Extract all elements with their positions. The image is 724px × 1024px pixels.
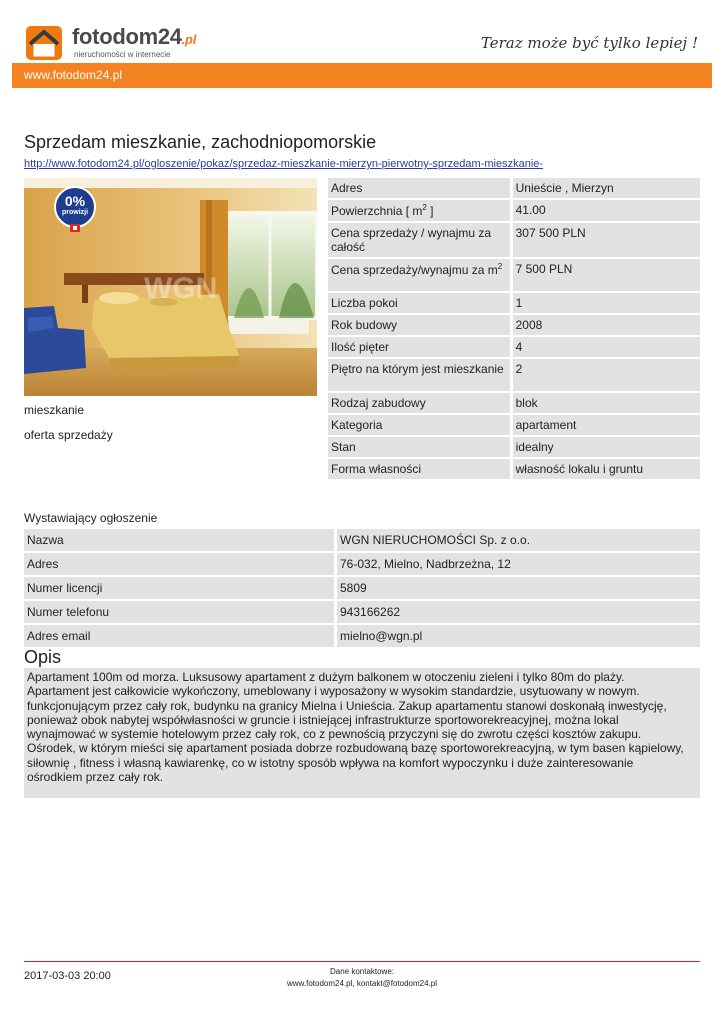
logo[interactable] bbox=[72, 24, 196, 50]
table-row bbox=[328, 393, 700, 413]
property-details-table bbox=[328, 176, 700, 481]
seller-value: WGN NIERUCHOMOŚCI Sp. z o.o. bbox=[337, 529, 700, 551]
table-row bbox=[328, 223, 700, 257]
table-row bbox=[328, 178, 700, 198]
property-label: Cena sprzedaży / wynajmu za całość bbox=[328, 223, 513, 257]
property-value: Unieście , Mierzyn bbox=[513, 178, 700, 198]
footer-contact bbox=[200, 966, 524, 990]
property-value: 4 bbox=[513, 337, 700, 357]
table-row bbox=[24, 577, 700, 599]
property-label bbox=[328, 259, 513, 291]
contact-label: Dane kontaktowe: bbox=[329, 967, 395, 976]
slogan: Teraz może być tylko lepiej ! bbox=[480, 34, 698, 52]
table-row bbox=[24, 601, 700, 623]
table-row bbox=[328, 359, 700, 391]
property-label: Rodzaj zabudowy bbox=[328, 393, 513, 413]
badge-text: prowizji bbox=[61, 209, 89, 216]
table-row bbox=[24, 625, 700, 647]
logo-subtitle: nieruchomości w internecie bbox=[74, 50, 171, 59]
seller-label: Adres bbox=[24, 553, 337, 575]
property-label bbox=[328, 200, 513, 221]
table-row bbox=[24, 529, 700, 551]
offer-type: oferta sprzedaży bbox=[24, 428, 113, 442]
table-row bbox=[328, 337, 700, 357]
property-value: blok bbox=[513, 393, 700, 413]
footer-date: 2017-03-03 20:00 bbox=[24, 970, 111, 982]
property-label: Liczba pokoi bbox=[328, 293, 513, 313]
seller-value: 76-032, Mielno, Nadbrzeżna, 12 bbox=[337, 553, 700, 575]
logo-tld: .pl bbox=[181, 32, 197, 47]
seller-label: Numer telefonu bbox=[24, 601, 337, 623]
label-text: Cena sprzedaży/wynajmu za m bbox=[331, 263, 498, 277]
property-label: Ilość pięter bbox=[328, 337, 513, 357]
table-row bbox=[328, 415, 700, 435]
seller-phone[interactable]: 943166262 bbox=[337, 601, 700, 623]
property-value: 2008 bbox=[513, 315, 700, 335]
description-title: Opis bbox=[24, 647, 62, 667]
site-link[interactable]: www.fotodom24.pl bbox=[24, 68, 123, 82]
seller-label: Numer licencji bbox=[24, 577, 337, 599]
property-label: Piętro na którym jest mieszkanie bbox=[328, 359, 513, 391]
badge-percent: 0% bbox=[64, 193, 86, 209]
property-label: Forma własności bbox=[328, 459, 513, 479]
property-type: mieszkanie bbox=[24, 403, 85, 417]
logo-main: fotodom24 bbox=[72, 24, 182, 49]
property-label: Stan bbox=[328, 437, 513, 457]
listing-photo[interactable] bbox=[24, 178, 317, 396]
property-value: własność lokalu i gruntu bbox=[513, 459, 700, 479]
header-bar bbox=[12, 63, 712, 88]
property-value: 2 bbox=[513, 359, 700, 391]
contact-text[interactable]: www.fotodom24.pl, kontakt@fotodom24.pl bbox=[287, 979, 437, 988]
label-text-end: ] bbox=[426, 204, 434, 218]
table-row bbox=[328, 459, 700, 479]
table-row bbox=[328, 259, 700, 291]
property-value: 307 500 PLN bbox=[513, 223, 700, 257]
label-superscript: 2 bbox=[497, 262, 503, 271]
property-value: apartament bbox=[513, 415, 700, 435]
description-text: Apartament 100m od morza. Luksusowy apartament z dużym balkonem w otoczeniu zieleni i tylko 80m do plaży. Apartament jest całkowicie wykończony, umeblowany i wyposażony w wysokim standardzie, usytuowany w nowym. funkcjonującym przez cały rok, budynku na granicy Mielna i Unieścia. Zakup apartamentu stanowi doskonałą inwestycję, ponieważ obok nabytej współwłasności w gruncie i istniejącej infrastrukturze sportoworekreacyjnej, można lokal wynajmować w systemie hotelowym przez cały rok, co z pewnością przyczyni się do zwrotu części kosztów zakupu. Ośrodek, w którym mieści się apartament posiada dobrze rozbudowaną bazę sportoworekreacyjną, w tym basen kąpielowy, siłownię , fitness i własną kawiarenkę, co w istotny sposób wpływa na komfort wypoczynku i duże zainteresowanie ośrodkiem przez cały rok. bbox=[24, 668, 700, 798]
seller-value: 5809 bbox=[337, 577, 700, 599]
property-value: idealny bbox=[513, 437, 700, 457]
property-label: Kategoria bbox=[328, 415, 513, 435]
seller-label: Nazwa bbox=[24, 529, 337, 551]
table-row bbox=[24, 553, 700, 575]
label-text: Powierzchnia [ m bbox=[331, 204, 423, 218]
zero-commission-badge bbox=[54, 186, 96, 234]
seller-table bbox=[24, 527, 700, 649]
footer-divider bbox=[24, 961, 700, 962]
property-value: 7 500 PLN bbox=[513, 259, 700, 291]
label-superscript: 2 bbox=[422, 203, 427, 212]
property-value: 41.00 bbox=[513, 200, 700, 221]
photo-watermark: WGN bbox=[144, 272, 218, 305]
listing-url[interactable]: http://www.fotodom24.pl/ogloszenie/pokaz/sprzedaz-mieszkanie-mierzyn-pierwotny-sprzedam-mieszkanie- bbox=[24, 158, 544, 170]
property-value: 1 bbox=[513, 293, 700, 313]
table-row bbox=[328, 437, 700, 457]
logo-house-icon bbox=[24, 24, 64, 62]
table-row bbox=[328, 293, 700, 313]
seller-heading: Wystawiający ogłoszenie bbox=[24, 511, 158, 525]
property-label: Rok budowy bbox=[328, 315, 513, 335]
table-row bbox=[328, 200, 700, 221]
page-title: Sprzedam mieszkanie, zachodniopomorskie bbox=[24, 132, 377, 152]
seller-label: Adres email bbox=[24, 625, 337, 647]
property-label: Adres bbox=[328, 178, 513, 198]
table-row bbox=[328, 315, 700, 335]
seller-email[interactable]: mielno@wgn.pl bbox=[337, 625, 700, 647]
